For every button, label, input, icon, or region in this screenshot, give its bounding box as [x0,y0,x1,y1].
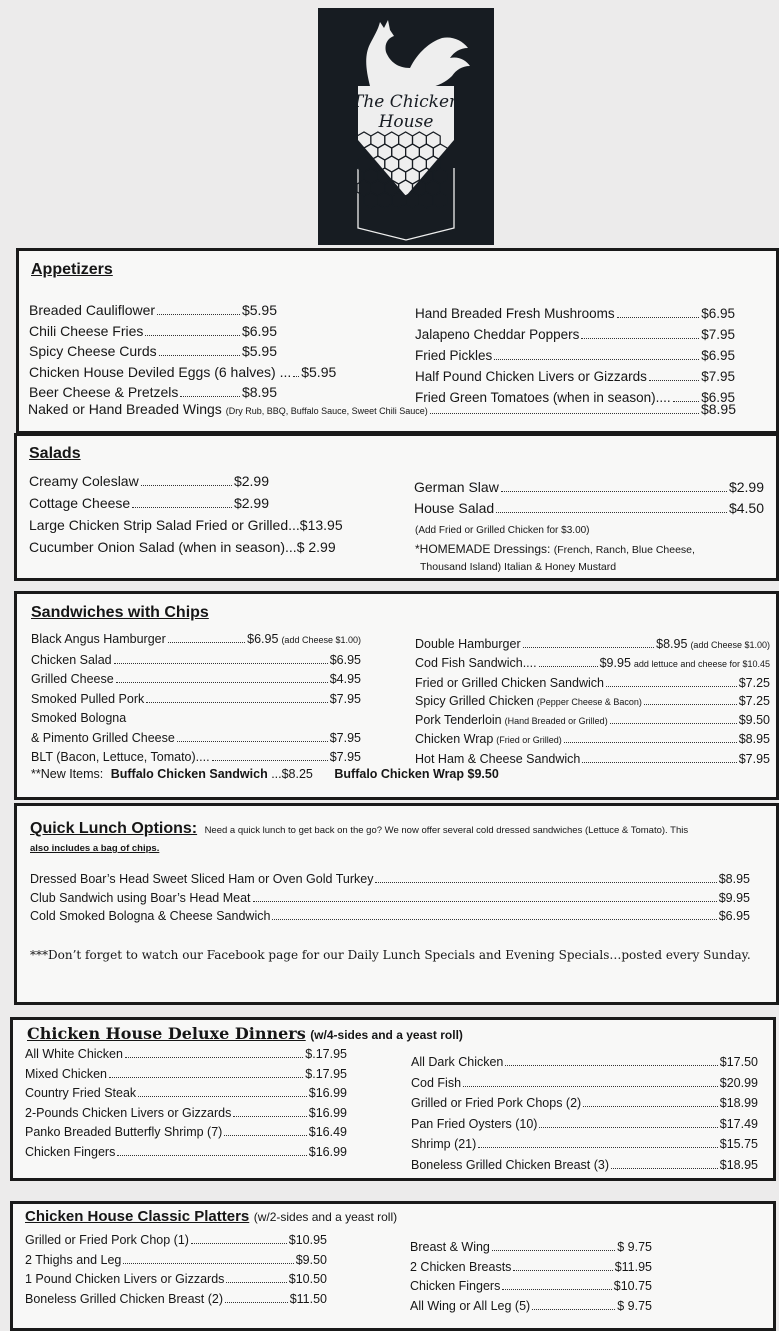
quick-lunch-section: Quick Lunch Options: Need a quick lunch to get back on the go? We now offer several cold dressed sandwiches (Lettuce & Tomato). This also includes a bag of chips. Dressed Boar’s Head Sweet Sliced Ham or Oven Gold Turkey $8.95 Club Sandwich using Boar’s Head Meat $9.95 Cold Smoked Bologna & Cheese Sandwich $6.95 ***Don’t forget to watch our Facebook page for our Daily Lunch Specials and Evening Specials…posted every Sunday. [14,803,779,1005]
menu-item: Chicken Salad $6.95 [31,652,361,667]
menu-item: Fried or Grilled Chicken Sandwich $7.25 [415,675,770,690]
appetizers-left [29,300,337,403]
menu-item: Cold Smoked Bologna & Cheese Sandwich $6.95 [30,909,750,923]
deluxe-dinners-section: Chicken House Deluxe Dinners (w/4-sides and a yeast roll) All White Chicken $.17.95 Mixed Chicken $.17.95 Country Fried Steak $16.99 2-Pounds Chicken Livers or Gizzards $16.99 Panko Breaded Butterfly Shrimp (7) $16.49 Chicken Fingers $16.99 All Dark Chicken $17.50 Cod Fish $20.99 Grilled or Fried Pork Chops (2) $18.99 Pan Fried Oysters (10) $17.49 Shrimp (21) $15.75 Boneless Grilled Chicken Breast (3) $18.95 [10,1017,776,1181]
menu-item: Breaded Cauliflower $5.95 [29,302,277,318]
menu-item: 1 Pound Chicken Livers or Gizzards $10.50 [25,1272,327,1286]
sandwiches-right [415,635,770,768]
menu-item: Boneless Grilled Chicken Breast (2) $11.50 [25,1291,327,1306]
menu-item: Large Chicken Strip Salad Fried or Grilled...$13.95 [29,517,343,533]
deluxe-right [411,1052,758,1175]
appetizers-heading: Appetizers [31,261,113,278]
new-items-row: **New Items: Buffalo Chicken Sandwich ...$8.25 Buffalo Chicken Wrap $9.50 [31,767,499,781]
menu-item: Creamy Coleslaw $2.99 [29,473,269,489]
menu-item: Dressed Boar’s Head Sweet Sliced Ham or Oven Gold Turkey $8.95 [30,872,750,886]
deluxe-heading: Chicken House Deluxe Dinners [27,1024,306,1043]
menu-item: Cottage Cheese $2.99 [29,495,269,511]
hexagon-cell [378,192,392,208]
menu-item: German Slaw $2.99 [414,479,764,495]
hexagon-cell [419,192,433,208]
menu-item: BLT (Bacon, Lettuce, Tomato).... $7.95 [31,750,361,764]
hexagon-cell [406,192,420,208]
salads-left [29,470,269,514]
menu-item: & Pimento Grilled Cheese $7.95 [31,730,361,745]
sandwiches-section [14,591,779,800]
wings-row: Naked or Hand Breaded Wings (Dry Rub, BBQ, Buffalo Sauce, Sweet Chili Sauce) $8.95 [28,401,736,417]
menu-item: Double Hamburger $8.95 (add Cheese $1.00) [415,637,770,651]
menu-item: Cod Fish Sandwich.... $9.95 add lettuce and cheese for $10.45 [415,656,770,671]
menu-item: Chicken House Deviled Eggs (6 halves) ... $5.95 [29,363,337,380]
sandwiches-left [31,630,361,768]
menu-item: Breast & Wing $ 9.75 [410,1240,652,1254]
platters-heading: Chicken House Classic Platters [25,1208,250,1225]
quick-lunch-heading: Quick Lunch Options: [30,820,198,837]
menu-item: House Salad $4.50 [414,500,764,516]
hexagon-cell [364,192,378,208]
appetizers-section [16,248,779,434]
menu-item: Beer Cheese & Pretzels $8.95 [29,384,277,400]
menu-item: Jalapeno Cheddar Poppers $7.95 [415,327,735,342]
platters-left [25,1231,327,1309]
hexagon-cell [392,192,406,208]
deluxe-left [25,1045,347,1162]
menu-item: Pan Fried Oysters (10) $17.49 [411,1116,758,1131]
salads-right [414,477,764,519]
menu-item: Boneless Grilled Chicken Breast (3) $18.95 [411,1157,758,1172]
menu-item: 2 Chicken Breasts $11.95 [410,1259,652,1274]
menu-item: Club Sandwich using Boar’s Head Meat $9.95 [30,890,750,905]
appetizers-right [415,303,735,408]
menu-item: Cod Fish $20.99 [411,1075,758,1090]
menu-item: Fried Green Tomatoes (when in season).... $6.95 [415,390,735,405]
salads-section [14,433,779,581]
menu-item: Hot Ham & Cheese Sandwich $7.95 [415,751,770,766]
menu-item: Grilled or Fried Pork Chops (2) $18.99 [411,1096,758,1110]
classic-platters-section: Chicken House Classic Platters (w/2-sides and a yeast roll) Grilled or Fried Pork Chop (1) $10.95 2 Thighs and Leg $9.50 1 Pound Chicken Livers or Gizzards $10.50 Boneless Grilled Chicken Breast (2) $11.50 Breast & Wing $ 9.75 2 Chicken Breasts $11.95 Chicken Fingers $10.75 All Wing or All Leg (5) $ 9.75 [10,1201,776,1331]
menu-item: Chicken Fingers $10.75 [410,1279,652,1293]
menu-item: Smoked Pulled Pork $7.95 [31,691,361,706]
menu-item: Hand Breaded Fresh Mushrooms $6.95 [415,306,735,321]
menu-item: Smoked Bologna [31,711,127,725]
salads-left-lines [29,514,389,558]
sandwiches-heading: Sandwiches with Chips [31,604,209,621]
menu-item: Fried Pickles $6.95 [415,348,735,363]
menu-item: Black Angus Hamburger $6.95 (add Cheese $1.00) [31,632,361,646]
menu-item: Grilled Cheese $4.95 [31,672,361,686]
menu-item: Spicy Cheese Curds $5.95 [29,343,277,359]
menu-item: Country Fried Steak $16.99 [25,1086,347,1100]
menu-item: Spicy Grilled Chicken (Pepper Cheese & Bacon) $7.25 [415,693,770,708]
menu-item: Panko Breaded Butterfly Shrimp (7) $16.49 [25,1125,347,1139]
hexagon-cell [433,192,447,208]
menu-item: Chicken Wrap (Fried or Grilled) $8.95 [415,732,770,747]
menu-item: 2-Pounds Chicken Livers or Gizzards $16.99 [25,1105,347,1120]
menu-item: All Wing or All Leg (5) $ 9.75 [410,1298,652,1313]
salads-notes: (Add Fried or Grilled Chicken for $3.00) *HOMEMADE Dressings: (French, Ranch, Blue Cheese, Thousand Island) Italian & Honey Mustard [415,525,695,573]
quick-lunch-items [30,870,750,926]
menu-item: All White Chicken $.17.95 [25,1047,347,1061]
menu-item: All Dark Chicken $17.50 [411,1055,758,1069]
menu-item: Chili Cheese Fries $6.95 [29,322,277,339]
menu-item: Shrimp (21) $15.75 [411,1137,758,1151]
menu-item: Chicken Fingers $16.99 [25,1144,347,1159]
hexagon-pattern-icon [318,8,494,245]
logo [318,8,494,245]
platters-right [410,1238,652,1316]
menu-item: Pork Tenderloin (Hand Breaded or Grilled) $9.50 [415,713,770,728]
logo-wordmark: The Chicken House [352,92,460,132]
menu-item: Cucumber Onion Salad (when in season)...$ 2.99 [29,539,336,555]
menu-item: Mixed Chicken $.17.95 [25,1066,347,1081]
menu-item: 2 Thighs and Leg $9.50 [25,1252,327,1267]
facebook-note: ***Don’t forget to watch our Facebook page for our Daily Lunch Specials and Evening Specials…posted every Sunday. [30,948,751,962]
menu-item: Half Pound Chicken Livers or Gizzards $7.95 [415,369,735,384]
menu-item: Grilled or Fried Pork Chop (1) $10.95 [25,1233,327,1247]
salads-heading: Salads [29,445,81,462]
